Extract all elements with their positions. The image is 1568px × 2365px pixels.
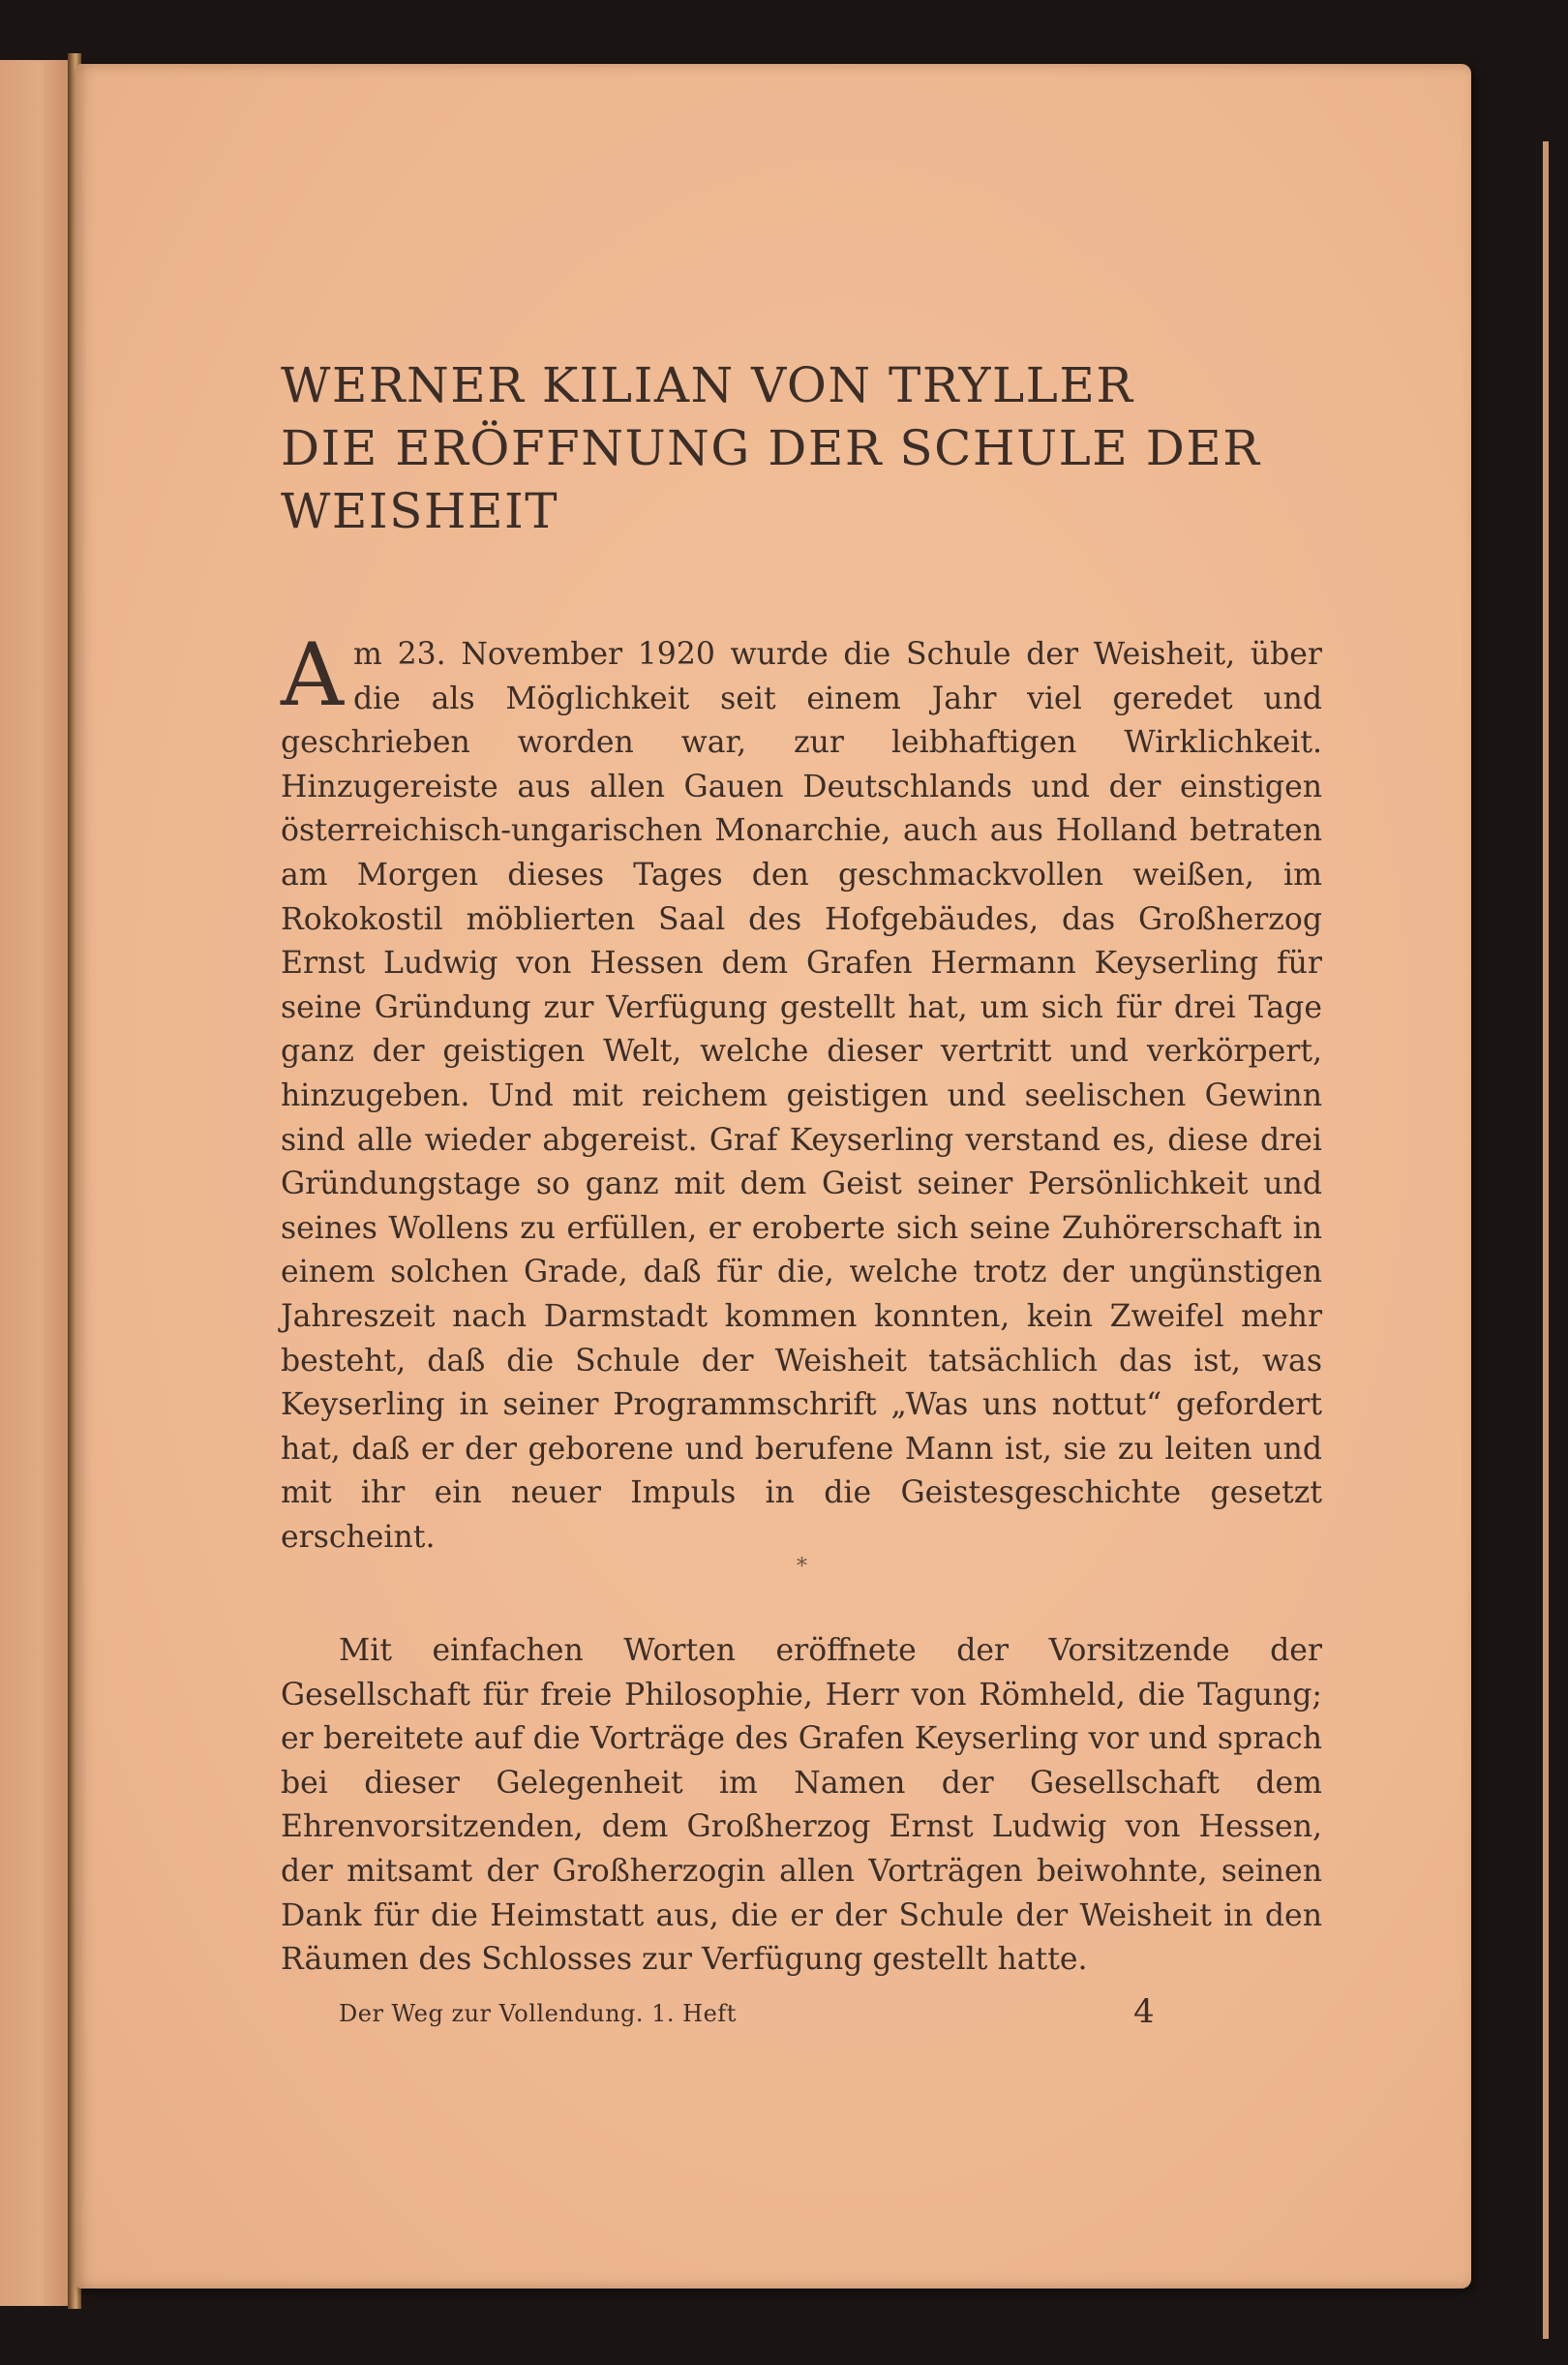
drop-cap: A bbox=[281, 624, 344, 726]
author-name: WERNER KILIAN VON TRYLLER bbox=[281, 357, 1134, 413]
section-separator: * bbox=[797, 1555, 807, 1579]
paragraph-2: Mit einfachen Worten eröffnete der Vorsitzende der Gesellschaft für freie Philosophie, Herr von Römheld, die Tagung; er bereitete auf die Vorträge des Grafen Keyserling vor und sprach bei dieser Gelegenheit im Namen der Gesellschaft dem Ehrenvorsitzenden, dem Großherzog Ernst Ludwig von Hessen, der mitsamt der Großherzogin allen Vorträgen beiwohnte, seinen Dank für die Heimstatt aus, die er der Schule der Weisheit in den Räumen des Schlosses zur Verfügung gestellt hatte. bbox=[281, 1633, 1322, 1978]
page-edge-shadow bbox=[1543, 141, 1549, 2339]
book-page bbox=[75, 64, 1471, 2289]
article-title-line-1: DIE ERÖFFNUNG DER SCHULE DER bbox=[281, 420, 1261, 476]
page-number: 4 bbox=[1133, 1992, 1155, 2031]
paragraph-1 bbox=[281, 624, 1322, 1560]
article-heading bbox=[281, 354, 1403, 543]
paragraph-1-text: m 23. November 1920 wurde die Schule der Weisheit, über die als Möglichkeit seit einem Jahr viel geredet und geschrieben worden war, zur leibhaftigen Wirklichkeit. Hinzugereiste aus allen Gauen Deutschlands und der einstigen österreichisch-ungarischen Monarchie, auch aus Holland betraten am Morgen dieses Tages den geschmackvollen weißen, im Rokokostil möblierten Saal des Hofgebäudes, das Großherzog Ernst Ludwig von Hessen dem Grafen Hermann Keyserling für seine Gründung zur Verfügung gestellt hat, um sich für drei Tage ganz der geistigen Welt, welche dieser vertritt und verkörpert, hinzugeben. Und mit reichem geistigen und seelischen Gewinn sind alle wieder abgereist. Graf Keyserling verstand es, diese drei Gründungstage so ganz mit dem Geist seiner Persönlichkeit und seines Wollens zu erfüllen, er eroberte sich seine Zuhörerschaft in einem solchen Grade, daß für die, welche trotz der ungünstigen Jahreszeit nach Darmstadt kommen konnten, kein Zweifel mehr besteht, daß die Schule der Weisheit tatsächlich das ist, was Keyserling in seiner Programmschrift „Was uns nottut“ gefordert hat, daß er der geborene und berufene Mann ist, sie zu leiten und mit ihr ein neuer Impuls in die Geistesgeschichte gesetzt erscheint. bbox=[281, 637, 1322, 1555]
previous-page-edge bbox=[0, 60, 75, 2306]
footer-source-line: Der Weg zur Vollendung. 1. Heft bbox=[339, 2000, 737, 2027]
article-title-line-2: WEISHEIT bbox=[281, 483, 559, 539]
